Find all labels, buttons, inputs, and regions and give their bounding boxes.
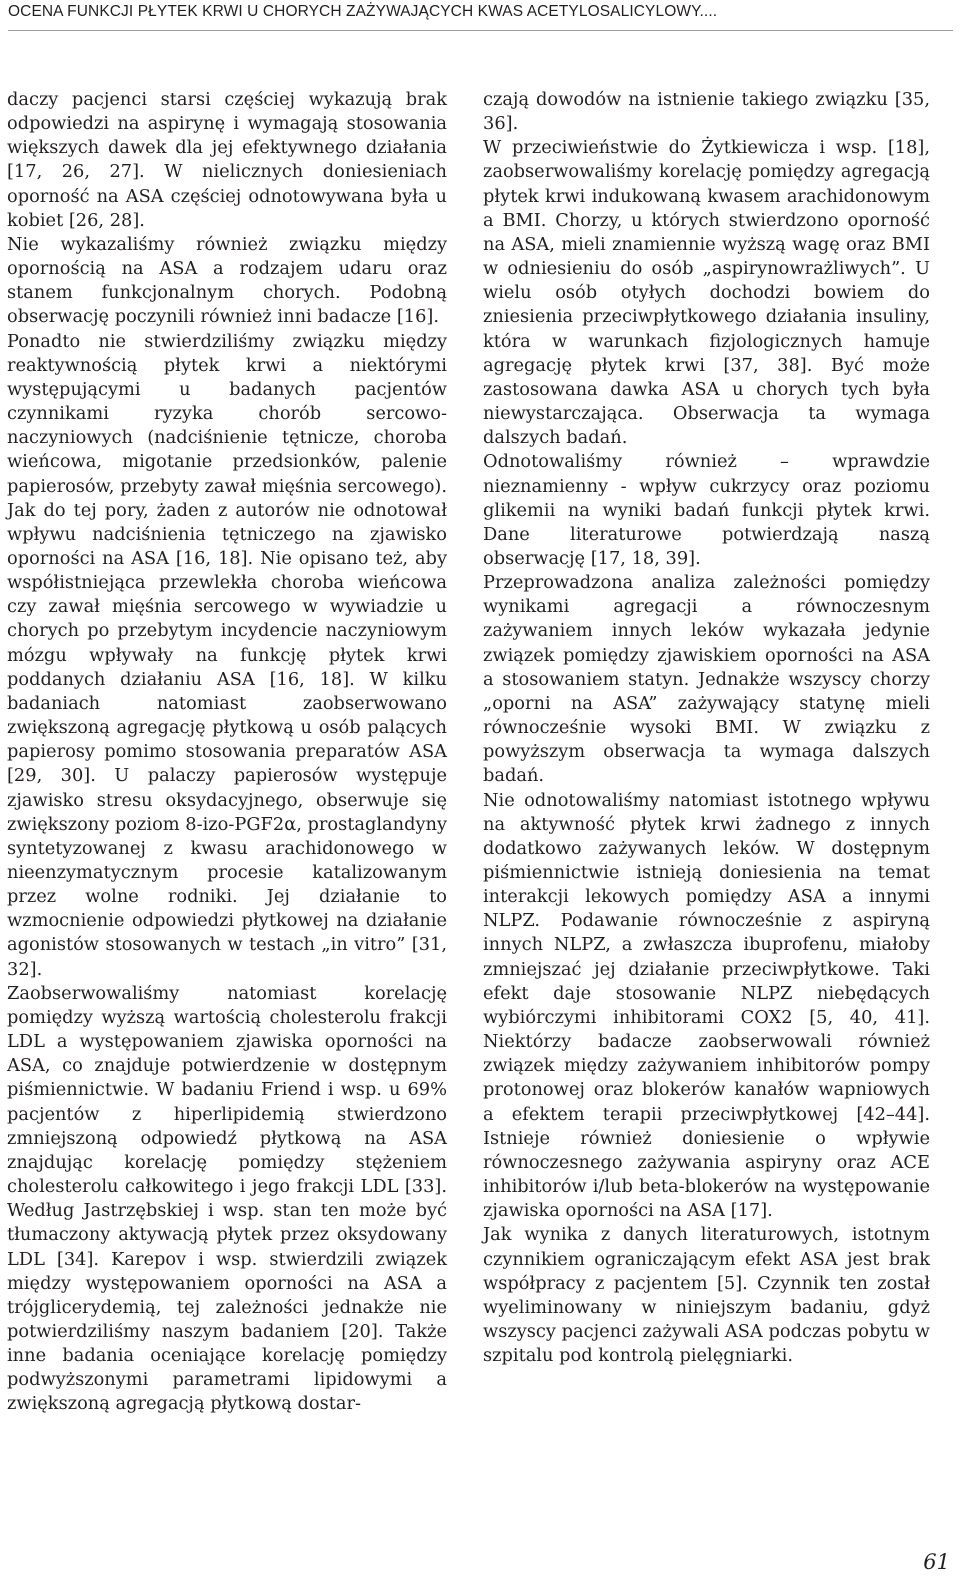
paragraph: Nie wykazaliśmy również związku między opornością na ASA a rodzajem udaru oraz stanem funkcjonalnym chorych. Podobną obserwację poczynili również inni badacze [16]. (7, 233, 447, 328)
running-title: OCENA FUNKCJI PŁYTEK KRWI U CHORYCH ZAŻYWAJĄCYCH KWAS ACETYLOSALICYLOWY.... (8, 3, 953, 27)
paragraph: Przeprowadzona analiza zależności pomiędzy wynikami agregacji a równoczesnym zażywaniem innych leków wykazała jedynie związek pomiędzy zjawiskiem oporności na ASA a stosowaniem statyn. Jednakże wszyscy chorzy „oporni na ASA” zażywający statynę mieli równocześnie wysoki BMI. W związku z powyższym obserwacja ta wymaga dalszych badań. (483, 572, 930, 787)
paragraph: Jak wynika z danych literaturowych, istotnym czynnikiem ograniczającym efekt ASA jest brak współpracy z pacjentem [5]. Czynnik ten został wyeliminowany w niniejszym badaniu, gdyż wszyscy pacjenci zażywali ASA podczas pobytu w szpitalu pod kontrolą pielęgniarki. (483, 1224, 930, 1367)
paragraph: Ponadto nie stwierdziliśmy związku między reaktywnością płytek krwi a niektórymi występującymi u badanych pacjentów czynnikami ryzyka chorób sercowo-naczyniowych (nadciśnienie tętnicze, choroba wieńcowa, migotanie przedsionków, palenie papierosów, przebyty zawał mięśnia sercowego). Jak do tej pory, żaden z autorów nie odnotował wpływu nadciśnienia tętniczego na zjawisko oporności na ASA [16, 18]. Nie opisano też, aby współistniejąca przewlekła choroba wieńcowa czy zawał mięśnia sercowego w wywiadzie u chorych po przebytym incydencie naczyniowym mózgu wpływały na funkcję płytek krwi poddanych działaniu ASA [16, 18]. W kilku badaniach natomiast zaobserwowano zwiększoną agregację płytkową u osób palących papierosy pomimo stosowania preparatów ASA [29, 30]. U palaczy papierosów występuje zjawisko stresu oksydacyjnego, obserwuje się zwiększony poziom 8-izo-PGF2α, prostaglandyny syntetyzowanej z kwasu arachidonowego w nieenzymatycznym procesie katalizowanym przez wolne rodniki. Jej działanie to wzmocnienie odpowiedzi płytkowej na działanie agonistów stosowanych w testach „in vitro” [31, 32]. (7, 330, 448, 980)
paragraph: Zaobserwowaliśmy natomiast korelację pomiędzy wyższą wartością cholesterolu frakcji LDL a występowaniem zjawiska oporności na ASA, co znajduje potwierdzenie w dostępnym piśmiennictwie. W badaniu Friend i wsp. u 69% pacjentów z hiperlipidemią stwierdzono zmniejszoną odpowiedź płytkową na ASA znajdując korelację pomiędzy stężeniem cholesterolu całkowitego i jego frakcji LDL [33]. Według Jastrzębskiej i wsp. stan ten może być tłumaczony aktywacją płytek przez oksydowany LDL [34]. Karepov i wsp. stwierdzili związek między występowaniem oporności na ASA a trójglicerydemią, tej zależności jednakże nie potwierdziliśmy naszym badaniem [20]. Także inne badania oceniające korelację pomiędzy podwyższonymi parametrami lipidowymi a zwiększoną agregacją płytkową dostar- (7, 982, 447, 1415)
page-number: 61 (923, 1550, 950, 1574)
paragraph: czają dowodów na istnienie takiego związku [35, 36]. (483, 89, 930, 135)
right-column (483, 88, 930, 1368)
paragraph: Nie odnotowaliśmy natomiast istotnego wpływu na aktywność płytek krwi żadnego z innych dodatkowo zażywanych leków. W dostępnym piśmiennictwie istnieją doniesienia na temat interakcji lekowych pomiędzy ASA a innymi NLPZ. Podawanie równocześnie z aspiryną innych NLPZ, a zwłaszcza ibuprofenu, miałoby zmniejszać jej działanie przeciwpłytkowe. Taki efekt daje stosowanie NLPZ niebędących wybiórczymi inhibitorami COX2 [5, 40, 41]. Niektórzy badacze zaobserwowali również związek między zażywaniem inhibitorów pompy protonowej oraz blokerów kanałów wapniowych a efektem terapii przeciwpłytkowej [42–44]. Istnieje również doniesienie o wpływie równoczesnego zażywania aspiryny oraz ACE inhibitorów i/lub beta-blokerów na występowanie zjawiska oporności na ASA [17]. (483, 789, 930, 1222)
left-column (7, 88, 447, 1417)
paragraph: daczy pacjenci starsi częściej wykazują brak odpowiedzi na aspirynę i wymagają stosowania większych dawek dla jej efektywnego działania [17, 26, 27]. W nielicznych doniesieniach oporność na ASA częściej odnotowywana była u kobiet [26, 28]. (7, 89, 447, 231)
paragraph: Odnotowaliśmy również – wprawdzie nieznamienny - wpływ cukrzycy oraz poziomu glikemii na wyniki badań funkcji płytek krwi. Dane literaturowe potwierdzają naszą obserwację [17, 18, 39]. (483, 451, 930, 569)
paragraph: W przeciwieństwie do Żytkiewicza i wsp. [18], zaobserwowaliśmy korelację pomiędzy agregacją płytek krwi indukowaną kwasem arachidonowym a BMI. Chorzy, u których stwierdzono oporność na ASA, mieli znamiennie wyższą wagę oraz BMI w odniesieniu do osób „aspirynowrażliwych”. U wielu osób otyłych dochodzi bowiem do zniesienia przeciwpłytkowego działania insuliny, która w warunkach fizjologicznych hamuje agregację płytek krwi [37, 38]. Być może zastosowana dawka ASA u chorych tych była niewystarczająca. Obserwacja ta wymaga dalszych badań. (483, 137, 930, 449)
